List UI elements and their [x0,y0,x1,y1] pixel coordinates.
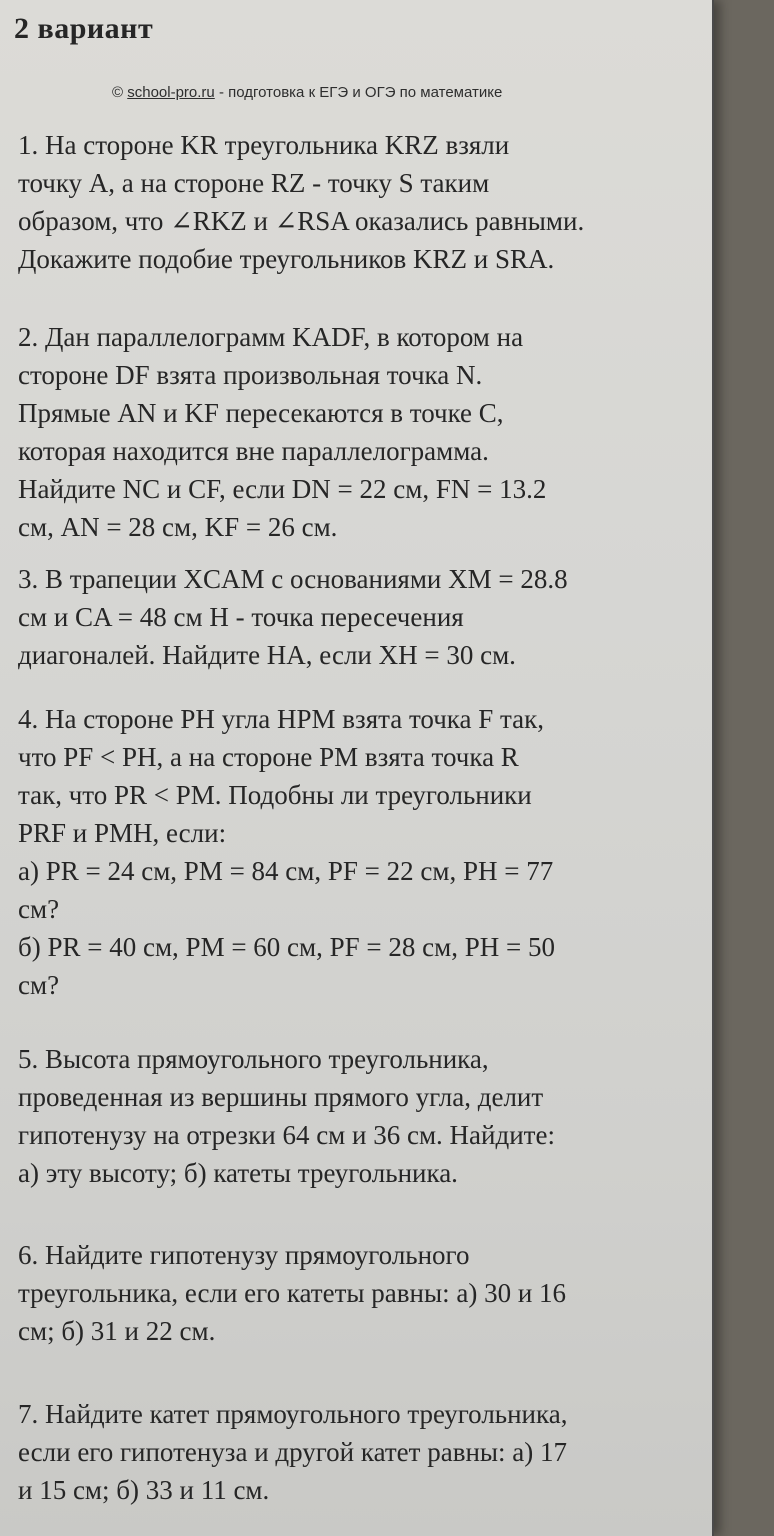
task-line: Прямые AN и KF пересекаются в точке C, [18,398,504,428]
task-line: 5. Высота прямоугольного треугольника, [18,1044,489,1074]
task-line: так, что PR < PM. Подобны ли треугольники [18,780,532,810]
source-line [112,84,502,101]
task-2 [18,318,708,546]
task-line: проведенная из вершины прямого угла, делит [18,1082,544,1112]
task-line: б) PR = 40 см, PM = 60 см, PF = 28 см, PH = 50 [18,932,555,962]
task-line: а) эту высоту; б) катеты треугольника. [18,1158,458,1188]
task-line: 7. Найдите катет прямоугольного треугольника, [18,1399,568,1429]
copyright-sign: © [112,84,128,101]
task-line: PRF и PMH, если: [18,818,227,848]
task-line: гипотенузу на отрезки 64 см и 36 см. Найдите: [18,1120,555,1150]
task-line: см, AN = 28 см, KF = 26 см. [18,512,338,542]
task-line: которая находится вне параллелограмма. [18,436,489,466]
task-line: см? [18,894,60,924]
source-link[interactable]: school-pro.ru [127,84,215,101]
task-6 [18,1236,708,1350]
task-4 [18,700,708,1004]
task-3 [18,560,708,674]
task-line: стороне DF взята произвольная точка N. [18,360,483,390]
variant-heading: 2 вариант [14,12,154,45]
task-7 [18,1395,708,1509]
task-line: а) PR = 24 см, PM = 84 см, PF = 22 см, PH = 77 [18,856,554,886]
task-line: и 15 см; б) 33 и 11 см. [18,1475,270,1505]
task-line: см и CA = 48 см H - точка пересечения [18,602,464,632]
task-line: 1. На стороне KR треугольника KRZ взяли [18,130,510,160]
task-line: Найдите NC и CF, если DN = 22 см, FN = 13.2 [18,474,547,504]
task-line: 3. В трапеции XCAM с основаниями XM = 28.8 [18,564,568,594]
task-line: образом, что ∠RKZ и ∠RSA оказались равными. [18,206,585,236]
task-line: см? [18,970,60,1000]
task-line: 2. Дан параллелограмм KADF, в котором на [18,322,524,352]
task-5 [18,1040,708,1192]
task-line: что PF < PH, а на стороне PM взята точка R [18,742,519,772]
task-line: Докажите подобие треугольников KRZ и SRA. [18,244,555,274]
task-line: точку A, а на стороне RZ - точку S таким [18,168,490,198]
task-line: см; б) 31 и 22 см. [18,1316,216,1346]
task-line: если его гипотенуза и другой катет равны: а) 17 [18,1437,568,1467]
task-line: треугольника, если его катеты равны: а) 30 и 16 [18,1278,567,1308]
task-1 [18,126,708,278]
task-line: 6. Найдите гипотенузу прямоугольного [18,1240,470,1270]
task-line: диагоналей. Найдите HA, если XH = 30 см. [18,640,516,670]
source-description: - подготовка к ЕГЭ и ОГЭ по математике [214,84,503,101]
task-line: 4. На стороне PH угла HPM взята точка F так, [18,704,544,734]
